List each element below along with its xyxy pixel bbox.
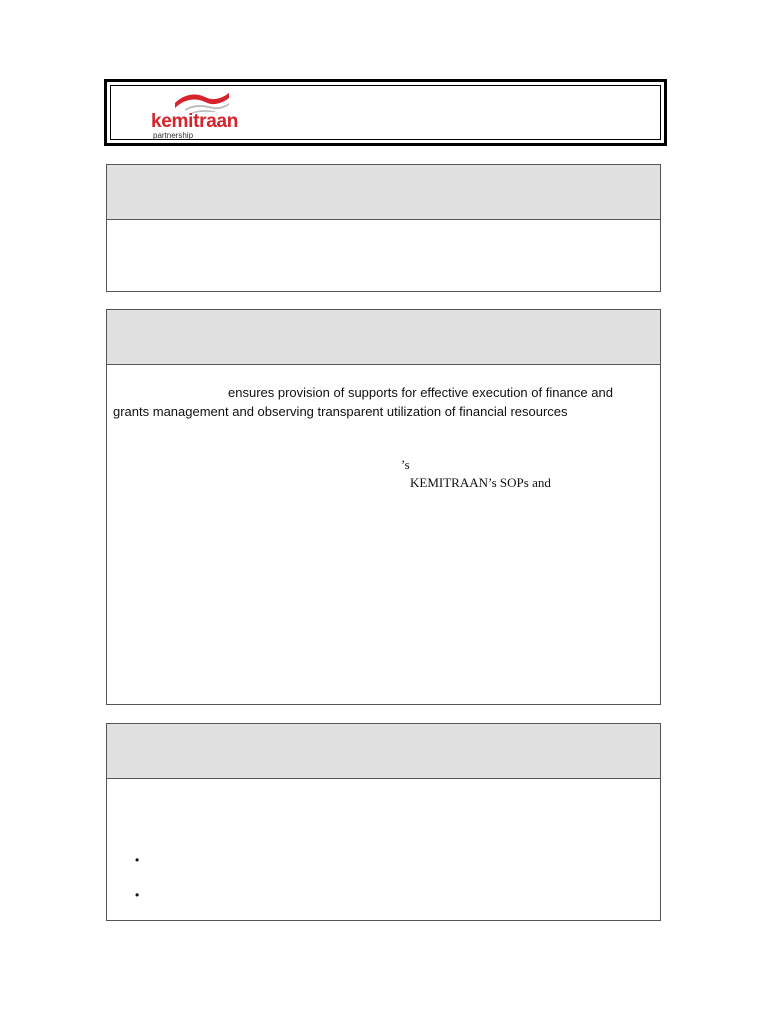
section-2-fragment-2: KEMITRAAN’s SOPs and — [410, 475, 551, 490]
section-2-fragment-1: ’s — [401, 457, 410, 472]
section-2-line-1: ensures provision of supports for effective execution of finance and — [228, 385, 613, 400]
bullet-1: • — [135, 853, 140, 867]
section-2 — [106, 309, 661, 705]
bullet-2: • — [135, 888, 140, 902]
section-1-header — [107, 165, 660, 220]
logo-wordmark: kemitraan — [151, 111, 239, 132]
section-3 — [106, 723, 661, 921]
section-2-line-2: grants management and observing transparent utilization of financial resources — [113, 404, 568, 419]
logo-tagline: partnership — [153, 131, 194, 140]
header-inner-border — [110, 85, 661, 140]
header-box — [104, 79, 667, 146]
kemitraan-logo — [151, 89, 251, 143]
section-1 — [106, 164, 661, 292]
section-2-header — [107, 310, 660, 365]
section-3-header — [107, 724, 660, 779]
